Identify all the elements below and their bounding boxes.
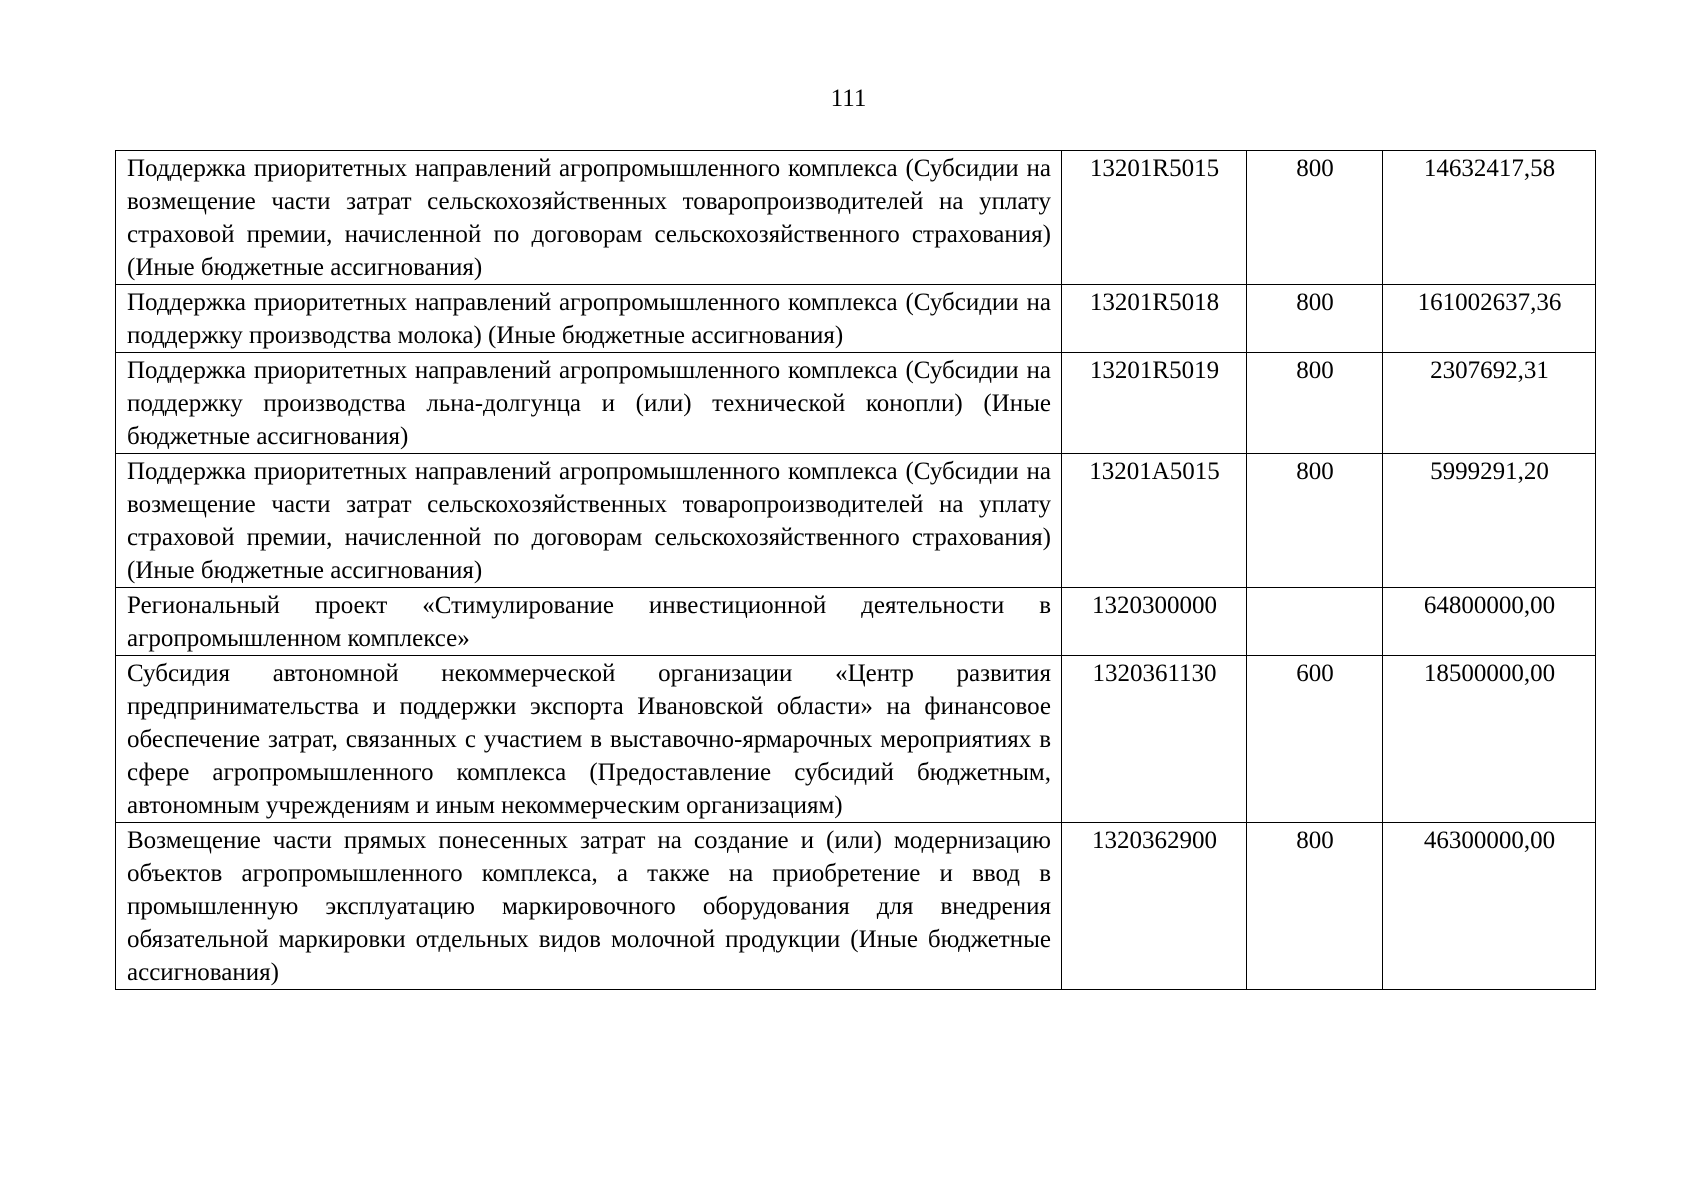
- row-target-code: 13201R5018: [1062, 285, 1247, 353]
- row-expense-type: 800: [1247, 151, 1383, 285]
- row-expense-type: 800: [1247, 823, 1383, 990]
- row-description: Поддержка приоритетных направлений агропромышленного комплекса (Субсидии на возмещение части затрат сельскохозяйственных товаропроизводителей на уплату страховой премии, начисленной по договорам сельскохозяйственного страхования) (Иные бюджетные ассигнования): [116, 151, 1062, 285]
- row-description: Поддержка приоритетных направлений агропромышленного комплекса (Субсидии на поддержку производства льна-долгунца и (или) технической конопли) (Иные бюджетные ассигнования): [116, 353, 1062, 454]
- row-expense-type: 800: [1247, 353, 1383, 454]
- row-amount: 64800000,00: [1383, 588, 1596, 656]
- row-amount: 18500000,00: [1383, 656, 1596, 823]
- table-row: [116, 656, 1596, 823]
- row-amount: 5999291,20: [1383, 454, 1596, 588]
- row-expense-type: 600: [1247, 656, 1383, 823]
- row-target-code: 1320362900: [1062, 823, 1247, 990]
- row-expense-type: [1247, 588, 1383, 656]
- row-target-code: 1320361130: [1062, 656, 1247, 823]
- row-amount: 2307692,31: [1383, 353, 1596, 454]
- row-target-code: 1320300000: [1062, 588, 1247, 656]
- table-row: [116, 588, 1596, 656]
- row-target-code: 13201A5015: [1062, 454, 1247, 588]
- row-amount: 46300000,00: [1383, 823, 1596, 990]
- row-description: Возмещение части прямых понесенных затрат на создание и (или) модернизацию объектов агропромышленного комплекса, а также на приобретение и ввод в промышленную эксплуатацию маркировочного оборудования для внедрения обязательной маркировки отдельных видов молочной продукции (Иные бюджетные ассигнования): [116, 823, 1062, 990]
- row-description: Поддержка приоритетных направлений агропромышленного комплекса (Субсидии на возмещение части затрат сельскохозяйственных товаропроизводителей на уплату страховой премии, начисленной по договорам сельскохозяйственного страхования) (Иные бюджетные ассигнования): [116, 454, 1062, 588]
- table-row: [116, 151, 1596, 285]
- row-amount: 14632417,58: [1383, 151, 1596, 285]
- row-target-code: 13201R5019: [1062, 353, 1247, 454]
- budget-table: [115, 150, 1596, 990]
- row-target-code: 13201R5015: [1062, 151, 1247, 285]
- row-description: Поддержка приоритетных направлений агропромышленного комплекса (Субсидии на поддержку производства молока) (Иные бюджетные ассигнования): [116, 285, 1062, 353]
- row-expense-type: 800: [1247, 285, 1383, 353]
- row-description: Субсидия автономной некоммерческой организации «Центр развития предпринимательства и поддержки экспорта Ивановской области» на финансовое обеспечение затрат, связанных с участием в выставочно-ярмарочных мероприятиях в сфере агропромышленного комплекса (Предоставление субсидий бюджетным, автономным учреждениям и иным некоммерческим организациям): [116, 656, 1062, 823]
- row-amount: 161002637,36: [1383, 285, 1596, 353]
- table-row: [116, 454, 1596, 588]
- row-expense-type: 800: [1247, 454, 1383, 588]
- table-row: [116, 285, 1596, 353]
- table-row: [116, 823, 1596, 990]
- row-description: Региональный проект «Стимулирование инвестиционной деятельности в агропромышленном комплексе»: [116, 588, 1062, 656]
- page-number: 111: [830, 85, 867, 112]
- table-row: [116, 353, 1596, 454]
